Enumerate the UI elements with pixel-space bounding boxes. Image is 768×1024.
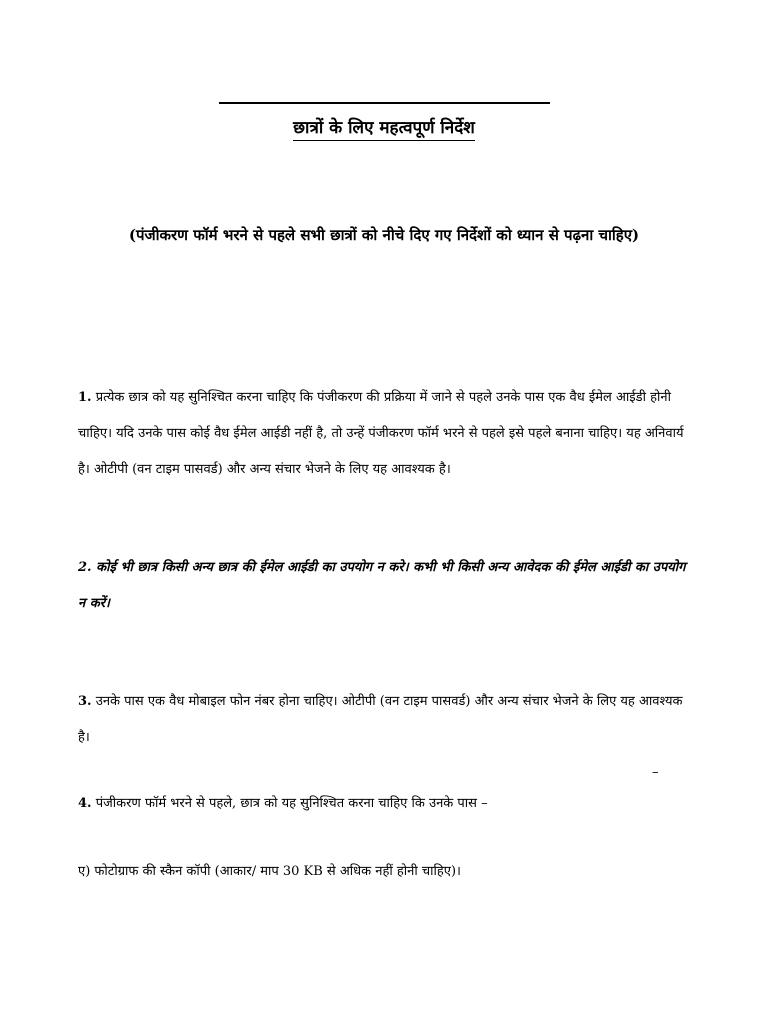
top-horizontal-rule [219, 102, 550, 104]
instruction-1 [78, 380, 690, 488]
sub-item-a: ए) फोटोग्राफ की स्कैन कॉपी (आकार/ माप 30 KB से अधिक नहीं होनी चाहिए)। [78, 864, 461, 879]
instruction-1-number: 1. [78, 390, 92, 405]
instruction-2-text: कोई भी छात्र किसी अन्य छात्र की ईमेल आईडी का उपयोग न करे। कभी भी किसी अन्य आवेदक की ईमेल आईडी का उपयोग न करें। [78, 560, 686, 611]
document-title: छात्रों के लिए महत्वपूर्ण निर्देश [293, 118, 475, 141]
instruction-1-text: प्रत्येक छात्र को यह सुनिश्चित करना चाहिए कि पंजीकरण की प्रक्रिया में जाने से पहले उनके पास एक वैध ईमेल आईडी होनी चाहिए। यदि उनके पास कोई वैध ईमेल आईडी नहीं है, तो उन्हें पंजीकरण फॉर्म भरने से पहले इसे पहले बनाना चाहिए। यह अनिवार्य है। ओटीपी (वन टाइम पासवर्ड) और अन्य संचार भेजने के लिए यह आवश्यक है। [78, 390, 684, 477]
instruction-3 [78, 684, 690, 756]
instruction-4-text: पंजीकरण फॉर्म भरने से पहले, छात्र को यह सुनिश्चित करना चाहिए कि उनके पास – [91, 796, 488, 811]
instruction-4-number: 4. [78, 796, 92, 811]
stray-dash: – [652, 765, 659, 780]
instruction-3-text: उनके पास एक वैध मोबाइल फोन नंबर होना चाहिए। ओटीपी (वन टाइम पासवर्ड) और अन्य संचार भेजने के लिए यह आवश्यक है। [78, 694, 683, 745]
document-subtitle: (पंजीकरण फॉर्म भरने से पहले सभी छात्रों को नीचे दिए गए निर्देशों को ध्यान से पढ़ना चाहिए) [128, 226, 640, 244]
instruction-2 [78, 550, 690, 622]
instruction-3-number: 3. [78, 694, 92, 709]
instruction-4 [78, 786, 690, 822]
instruction-2-number: 2. [78, 560, 92, 575]
document-title-container [0, 113, 768, 143]
